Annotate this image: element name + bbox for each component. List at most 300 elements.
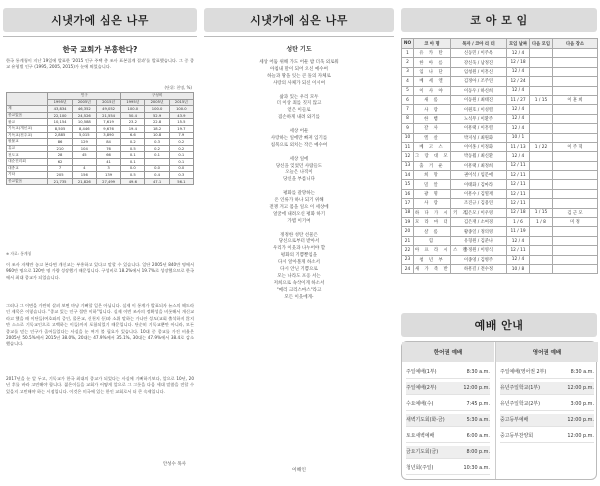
table-cell-value: 10,588 (72, 119, 96, 126)
koinonia-next-date (530, 236, 553, 245)
koinonia-name: 청 년 부 (414, 255, 451, 264)
worship-schedule-box (401, 341, 597, 480)
poem-line: 가볍 이기여 (287, 218, 311, 224)
table-row (7, 158, 194, 165)
koinonia-no: 3 (402, 67, 414, 76)
koinonia-no: 8 (402, 114, 414, 123)
koinonia-date: 12 / 11 (507, 171, 530, 180)
koinonia-row (402, 49, 598, 58)
table-cell-value (72, 158, 96, 165)
poem-line: 다시 알아볼게 하소서 (278, 260, 320, 266)
koinonia-next-place (553, 189, 598, 198)
koinonia-row (402, 58, 598, 67)
koinonia-leader: 유정원 / 이영식 (451, 246, 507, 255)
column-header: 시냇가에 심은 나무 (3, 8, 197, 32)
koinonia-next-place (553, 124, 598, 133)
english-worship-title: 영어권 예배 (496, 342, 598, 362)
koinonia-row (402, 77, 598, 86)
koinonia-name: 아 프 라 시 스 칸 (414, 246, 451, 255)
column-koinonia (398, 0, 600, 486)
koinonia-next-place (553, 171, 598, 180)
koinonia-row (402, 236, 598, 245)
koinonia-row (402, 189, 598, 198)
table-cell-label: 계 (7, 106, 48, 113)
koinonia-leader: 노석무 / 이환주 (451, 114, 507, 123)
poem-stanza (201, 60, 397, 88)
table-cell-value: 5,015 (72, 132, 96, 139)
poem-line: 모든 이웃에게- (284, 294, 314, 300)
koinonia-no: 21 (402, 236, 414, 245)
koinonia-row (402, 264, 598, 273)
koinonia-no: 18 (402, 208, 414, 217)
table-cell-value: 139 (96, 172, 120, 179)
koinonia-name: 사 랑 (414, 105, 451, 114)
table-row (7, 165, 194, 172)
poem-line: 오늘은 나직이 (285, 170, 313, 176)
article-paragraph: 2017년을 눈 앞 두고, 기독교가 한국 최대의 종교가 되었다는 사실에 기뻐하기보다, 앞으로 10년, 20년 후를 바라 고민해야 합니다. 젊은이들을 교회가 어떻게 앞으로 그 그릇을 다음 세대 말씀을 전할 수 있을지 고민해야 하는 시점입니다. 이것은 미국에 있는 한인 교회로서 더 큰 숙제입니다. (6, 376, 194, 394)
koinonia-no: 14 (402, 171, 414, 180)
table-cell-value: 47.1 (145, 178, 169, 185)
religion-statistics-table (6, 92, 194, 185)
koinonia-no: 12 (402, 152, 414, 161)
table-row (7, 152, 194, 159)
table-cell-value: 23.2 (121, 119, 145, 126)
koinonia-header-leader: 목자 / 코아 리 더 (451, 39, 507, 49)
koinonia-name: 임 나 단 (414, 67, 451, 76)
koinonia-next-place (553, 236, 598, 245)
koinonia-row (402, 218, 598, 227)
worship-item (500, 382, 594, 395)
koinonia-row (402, 86, 598, 95)
table-cell-value: 129 (72, 139, 96, 146)
worship-name: 중고등부찬양회 (500, 433, 534, 440)
koinonia-row (402, 208, 598, 217)
table-cell-label: 대순진리회 (7, 158, 48, 165)
koinonia-row (402, 142, 598, 151)
poem-line: 저희으로 속삭이게 하소서 (273, 280, 325, 286)
koinonia-leader: 이흥택 / 최정희 (451, 161, 507, 170)
worship-item (406, 366, 490, 379)
table-cell-value: 21,554 (96, 112, 120, 119)
worship-name: 유년주일학교(1부) (500, 385, 540, 392)
koinonia-no: 15 (402, 180, 414, 189)
koinonia-next-date (530, 133, 553, 142)
koinonia-leader: 하흥길 / 전수정 (451, 264, 507, 273)
poem-stanza (201, 95, 397, 123)
koinonia-name: 하 다 가 시 키 즈 (414, 208, 451, 217)
table-cell-value (145, 158, 169, 165)
table-cell-label: 종교없음 (7, 178, 48, 185)
koinonia-date: 10 / 8 (507, 264, 530, 273)
table-row (7, 132, 194, 139)
koinonia-date: 12 / 24 (507, 77, 530, 86)
table-cell-value: 3 (96, 165, 120, 172)
koinonia-next-date (530, 189, 553, 198)
worship-item (500, 414, 594, 427)
table-cell-value: 0.1 (145, 152, 169, 159)
table-cell-value: 0.1 (121, 152, 145, 159)
table-cell-value: 0.2 (169, 139, 193, 146)
koinonia-next-date (530, 199, 553, 208)
koinonia-next-date (530, 58, 553, 67)
poem-line: 평화의 기쁨뿐임을 (280, 253, 318, 259)
worship-time: 7:45 p.m. (466, 400, 490, 407)
koinonia-next-date: 1 / 15 (530, 95, 553, 104)
worship-time: 8:00 p.m. (466, 448, 490, 455)
table-cell-value: 0.3 (169, 172, 193, 179)
table-cell-value: 0.0 (121, 165, 145, 172)
worship-time: 6:00 a.m. (466, 432, 490, 439)
table-cell-value: 0.0 (169, 165, 193, 172)
koinonia-next-date (530, 86, 553, 95)
koinonia-header-next: 다음 모임 (530, 39, 553, 49)
worship-name: 주일예배(2부) (406, 385, 437, 392)
worship-name: 수요예배(수) (406, 401, 434, 408)
table-header-ratio: 구성비 (121, 93, 194, 100)
koinonia-next-date (530, 171, 553, 180)
worship-item (500, 430, 594, 443)
koinonia-next-date: 1 / 15 (530, 208, 553, 217)
koinonia-name: 한 뼘 (414, 114, 451, 123)
koinonia-leader: 이태화 / 김마라 (451, 180, 507, 189)
table-cell-label: 기독교(개신교) (7, 125, 48, 132)
koinonia-row (402, 95, 598, 104)
koinonia-next-date (530, 67, 553, 76)
koinonia-no: 20 (402, 227, 414, 236)
koinonia-name: 베 고 스 (414, 142, 451, 151)
koinonia-date: 12 / 4 (507, 124, 530, 133)
table-cell-value: 24,526 (72, 112, 96, 119)
koinonia-no: 2 (402, 58, 414, 67)
koinonia-next-place: 김 근 모 (553, 208, 598, 217)
table-cell-value: 0.2 (145, 145, 169, 152)
koinonia-next-place: 미 정 (553, 218, 598, 227)
worship-item (406, 398, 490, 411)
table-cell-value: 0.0 (145, 165, 169, 172)
table-cell-value: 15.5 (169, 119, 193, 126)
koinonia-name: 밀 알 (414, 180, 451, 189)
koinonia-leader: 김은모 / 이우영 (451, 208, 507, 217)
table-header-year: 2005년 (72, 99, 96, 106)
koinonia-table-body (402, 49, 598, 274)
table-cell-value: 100.0 (169, 106, 193, 113)
koinonia-leader: 이동원 / 최태진 (451, 95, 507, 104)
koinonia-next-place (553, 180, 598, 189)
koinonia-row (402, 67, 598, 76)
poem-line: 하늘과 땅을 잇는 큰 돌의 자체로 (267, 73, 331, 79)
poem-stanza (201, 233, 397, 302)
poem-line: 더 이상 죄를 짓지 않고 (276, 101, 322, 107)
koinonia-header-place: 다음 장소 (553, 39, 598, 49)
table-cell-value: 52.9 (145, 112, 169, 119)
table-row (7, 172, 194, 179)
worship-time: 12:00 p.m. (567, 384, 594, 391)
poem-line: 얼굴에 내려오신 평화 하기 (272, 211, 326, 217)
table-cell-value: 8,505 (48, 125, 72, 132)
table-cell-value: 84 (96, 139, 120, 146)
table-cell-label: 종교있음 (7, 112, 48, 119)
koinonia-date: 11 / 19 (507, 227, 530, 236)
poem-line: 온 인류가 하나 되기 위해 (274, 198, 324, 204)
koinonia-no: 16 (402, 189, 414, 198)
koinonia-date: 12 / 11 (507, 161, 530, 170)
koinonia-date: 12 / 4 (507, 114, 530, 123)
koinonia-next-place (553, 255, 598, 264)
worship-name: 주일예배(1부) (406, 369, 437, 376)
koinonia-next-date (530, 180, 553, 189)
table-cell-label: 불교 (7, 119, 48, 126)
poem-line: 당신으로부터 받아서 (278, 239, 320, 245)
table-header-year: 1995년 (48, 99, 72, 106)
koinonia-row (402, 199, 598, 208)
table-cell-value: 10,154 (48, 119, 72, 126)
koinonia-next-date (530, 264, 553, 273)
koinonia-leader: 이흥수 / 김열재 (451, 189, 507, 198)
table-row (7, 145, 194, 152)
table-cell-value: 19.4 (121, 125, 145, 132)
koinonia-name: 출 거 운 (414, 161, 451, 170)
table-cell-value: 76 (96, 145, 120, 152)
table-cell-value: 210 (48, 145, 72, 152)
table-cell-label: 기독교(천주교) (7, 132, 48, 139)
koinonia-name: 한 아 름 (414, 58, 451, 67)
poem-line: 정정한 성탄 선물은 (280, 232, 318, 238)
koinonia-table (401, 38, 598, 274)
table-cell-value: 45 (72, 152, 96, 159)
koinonia-date: 12 / 4 (507, 86, 530, 95)
poem-stanza (201, 191, 397, 226)
table-cell-value: 7,619 (96, 119, 120, 126)
koinonia-next-date (530, 246, 553, 255)
worship-name: 주일예배(영어권 2부) (500, 369, 547, 376)
koinonia-next-place (553, 67, 598, 76)
poem-line: 아침내 말이 되어 오신 예수여 (270, 66, 328, 72)
table-row (7, 112, 194, 119)
koinonia-next-place (553, 152, 598, 161)
worship-time: 5:30 a.m. (466, 416, 490, 423)
table-source-note: ※ 자료: 통계청 (6, 251, 32, 256)
poem-line: 다시 안닌 기쁨으로 (280, 267, 318, 273)
koinonia-next-place (553, 133, 598, 142)
koinonia-no: 13 (402, 161, 414, 170)
koinonia-name: 엘 살 (414, 133, 451, 142)
table-cell-value: 3,890 (96, 132, 120, 139)
koinonia-leader: 이동우 / 하신희 (451, 86, 507, 95)
koinonia-date: 12 / 4 (507, 236, 530, 245)
koinonia-row (402, 114, 598, 123)
koinonia-next-place (553, 105, 598, 114)
table-cell-value: 22.8 (145, 119, 169, 126)
koinonia-date: 11 / 27 (507, 95, 530, 104)
table-cell-value: 22,100 (48, 112, 72, 119)
koinonia-name: 이 사 야 (414, 86, 451, 95)
table-cell-value: 0.1 (121, 158, 145, 165)
table-cell-label: 유교 (7, 145, 48, 152)
article-paragraph: 이 조사 자체만 놓고 본다면 개신교는 부흥하고 있다고 말할 수 있습니다. 일단 2005년 840만 명에서 960만 명으로 120만 명 가량 성장했기 때문입니다. 구성비로 18.2%에서 19.7%로 성장했으므로 한국에서 최대 종교가 되었습니다. (6, 262, 195, 280)
koinonia-leader: 권이석 / 임문애 (451, 171, 507, 180)
koinonia-next-place (553, 86, 598, 95)
koinonia-row (402, 124, 598, 133)
koinonia-header-name: 코 아 명 (414, 39, 451, 49)
koinonia-next-date: 1 / 8 (530, 218, 553, 227)
koinonia-no: 23 (402, 255, 414, 264)
worship-item (406, 382, 490, 395)
koinonia-leader: 이원호 / 이성렬 (451, 105, 507, 114)
koinonia-row (402, 246, 598, 255)
poem-line: 세상 어둠 위해 가도 어둔 밤 더욱 외로워 (259, 60, 339, 65)
poem-line: 사랑하는 일에만 빠져 입기를 (270, 135, 328, 141)
table-cell-value: 49,052 (96, 106, 120, 113)
koinonia-next-date (530, 77, 553, 86)
poem-stanza (201, 157, 397, 185)
author-signature: 안성수 목사 (162, 462, 186, 467)
worship-item (500, 398, 594, 411)
worship-item (406, 462, 490, 475)
poem-line: 모는 나라도 포옹 서는 (277, 274, 321, 280)
table-cell-value: 19.7 (169, 125, 193, 132)
koinonia-next-place (553, 49, 598, 58)
table-cell-value: 21,735 (48, 178, 72, 185)
koinonia-no: 10 (402, 133, 414, 142)
poem-line: 평화를 갈망하는 (283, 191, 315, 197)
koinonia-next-place (553, 161, 598, 170)
table-cell-value: 6.6 (121, 132, 145, 139)
koinonia-next-place: 이 주 혁 (553, 142, 598, 151)
koinonia-name: 새 가 족 반 (414, 264, 451, 273)
koinonia-date: 12 / 11 (507, 199, 530, 208)
koinonia-row (402, 161, 598, 170)
worship-item (406, 446, 490, 459)
koinonia-next-place (553, 246, 598, 255)
poem-body (201, 60, 397, 309)
poem-line: 전쟁 겨고 몸을 일으 이 세상에 (269, 204, 329, 210)
table-unit-label: (단위: 천명, %) (164, 85, 192, 90)
koinonia-next-place (553, 264, 598, 273)
table-cell-value: 0.4 (145, 172, 169, 179)
koinonia-no: 22 (402, 246, 414, 255)
koinonia-row (402, 152, 598, 161)
koinonia-name: 새 롬 (414, 95, 451, 104)
koinonia-date: 12 / 11 (507, 180, 530, 189)
worship-time: 12:00 p.m. (567, 416, 594, 423)
koinonia-no: 5 (402, 86, 414, 95)
koinonia-row (402, 105, 598, 114)
column-poem (201, 0, 397, 486)
worship-name: 새벽기도회(화-금) (406, 417, 445, 424)
koinonia-leader: 황종일 / 정의영 (451, 227, 507, 236)
koinonia-row (402, 180, 598, 189)
koinonia-name: 베 세 엘 (414, 77, 451, 86)
column-editorial (0, 0, 200, 486)
koinonia-no: 7 (402, 105, 414, 114)
table-cell-value: 66 (96, 152, 120, 159)
koinonia-date: 12 / 18 (507, 208, 530, 217)
table-cell-label: 원불교 (7, 139, 48, 146)
header-rule (3, 36, 197, 37)
worship-section-header: 예배 안내 (401, 313, 597, 337)
poem-line: 침묵으로 외치는 작은 예수여 (270, 142, 328, 148)
koinonia-date: 10 / 1 (507, 133, 530, 142)
koinonia-name: 광 명 (414, 189, 451, 198)
koinonia-date: 12 / 4 (507, 255, 530, 264)
koinonia-no: 1 (402, 49, 414, 58)
table-cell-value: 4 (72, 165, 96, 172)
koinonia-next-place (553, 199, 598, 208)
table-cell-value: 8,446 (72, 125, 96, 132)
koinonia-next-place (553, 58, 598, 67)
koinonia-no: 19 (402, 218, 414, 227)
table-cell-label: 기타 (7, 172, 48, 179)
table-cell-value: 9,676 (96, 125, 120, 132)
koinonia-name: 갈 사 (414, 124, 451, 133)
koinonia-row (402, 171, 598, 180)
worship-time: 3:00 p.m. (570, 400, 594, 407)
table-cell-value: 205 (48, 172, 72, 179)
table-cell-value: 100.0 (121, 106, 145, 113)
poem-stanza (201, 129, 397, 150)
table-row (7, 106, 194, 113)
koinonia-next-date (530, 255, 553, 264)
article-title: 한국 교회가 부흥한다? (62, 45, 138, 54)
worship-time: 12:00 p.m. (567, 432, 594, 439)
table-cell-value: 0.5 (121, 172, 145, 179)
koinonia-header-date: 모임 날짜 (507, 39, 530, 49)
column-header: 시냇가에 심은 나무 (204, 8, 394, 32)
poem-line: 당신을 잊었던 사람들도 (275, 163, 323, 169)
koinonia-date: 11 / 13 (507, 142, 530, 151)
koinonia-row (402, 227, 598, 236)
table-cell-label: 천도교 (7, 152, 48, 159)
koinonia-next-date (530, 227, 553, 236)
table-cell-label: 대종교 (7, 165, 48, 172)
koinonia-next-place: 이 훈 희 (553, 95, 598, 104)
koinonia-date: 12 / 11 (507, 189, 530, 198)
poem-line: "메리 크리스마스"라고 (276, 287, 322, 293)
table-cell-value: 49.6 (121, 178, 145, 185)
article-paragraph: 그러나 그 이면을 가만히 살펴 보면 마냥 기뻐할 일은 아닙니다. 실제 이 통계가 발표되자 뉴스의 헤드라인 제목은 이렇습니다. "종교 있는 인구 절반 이하"입니다. 실제 이번 조사의 정확성을 비롯해서 개신교라고 했을 때 이단들(여호와의 증인, 몰몬교, 신천지 등)과 소위 말하는 가나안 성도(교회 출석하지 않지만 스스로 기독교인으로 고백하는 이들)까지 포함되었기 때문입니다. 단순히 기독교뿐만 아니라, 모든 종교를 믿는 인구가 줄어들었다는 사실을 눈 여겨 볼 필요가 있습니다. 10대 중 종교를 가진 비율은 2005년 50.5%에서 2015년 38.0%, 20대는 47.9%에서 35.1%, 30대는 47.9%에서 38.4로 감소했습니다. (6, 303, 194, 347)
table-cell-value: 86 (48, 139, 72, 146)
table-header-category (7, 93, 48, 106)
poem-line: 삶과 있는 우리 모두 (279, 94, 319, 100)
table-row (7, 139, 194, 146)
koinonia-no: 11 (402, 142, 414, 151)
koinonia-leader: 김정아 / 조주연 (451, 77, 507, 86)
worship-name: 금요기도회(금) (406, 449, 439, 456)
table-cell-value: 43,834 (48, 106, 72, 113)
table-cell-value: 46,352 (72, 106, 96, 113)
koinonia-next-date (530, 152, 553, 161)
korean-worship-column (402, 342, 494, 479)
koinonia-no: 4 (402, 77, 414, 86)
worship-name: 토요새벽예배 (406, 433, 435, 440)
table-cell-value: 0.2 (169, 145, 193, 152)
table-row (7, 125, 194, 132)
table-cell-value: 21,826 (72, 178, 96, 185)
table-header-year: 1995년 (121, 99, 145, 106)
poem-line: 얻은 이들로 (287, 108, 311, 114)
koinonia-next-place (553, 114, 598, 123)
koinonia-next-date (530, 105, 553, 114)
koinonia-header-no: NO (402, 39, 414, 49)
koinonia-name: 사 랑 (414, 199, 451, 208)
worship-name: 유년주일학교(2부) (500, 401, 540, 408)
table-row (7, 178, 194, 185)
worship-time: 8:30 a.m. (570, 368, 594, 375)
koinonia-leader: 김은재 / 소여경 (451, 218, 507, 227)
koinonia-next-place (553, 227, 598, 236)
koinonia-next-date (530, 49, 553, 58)
poem-line: 겸손하게 내려 와기를 (278, 115, 320, 121)
